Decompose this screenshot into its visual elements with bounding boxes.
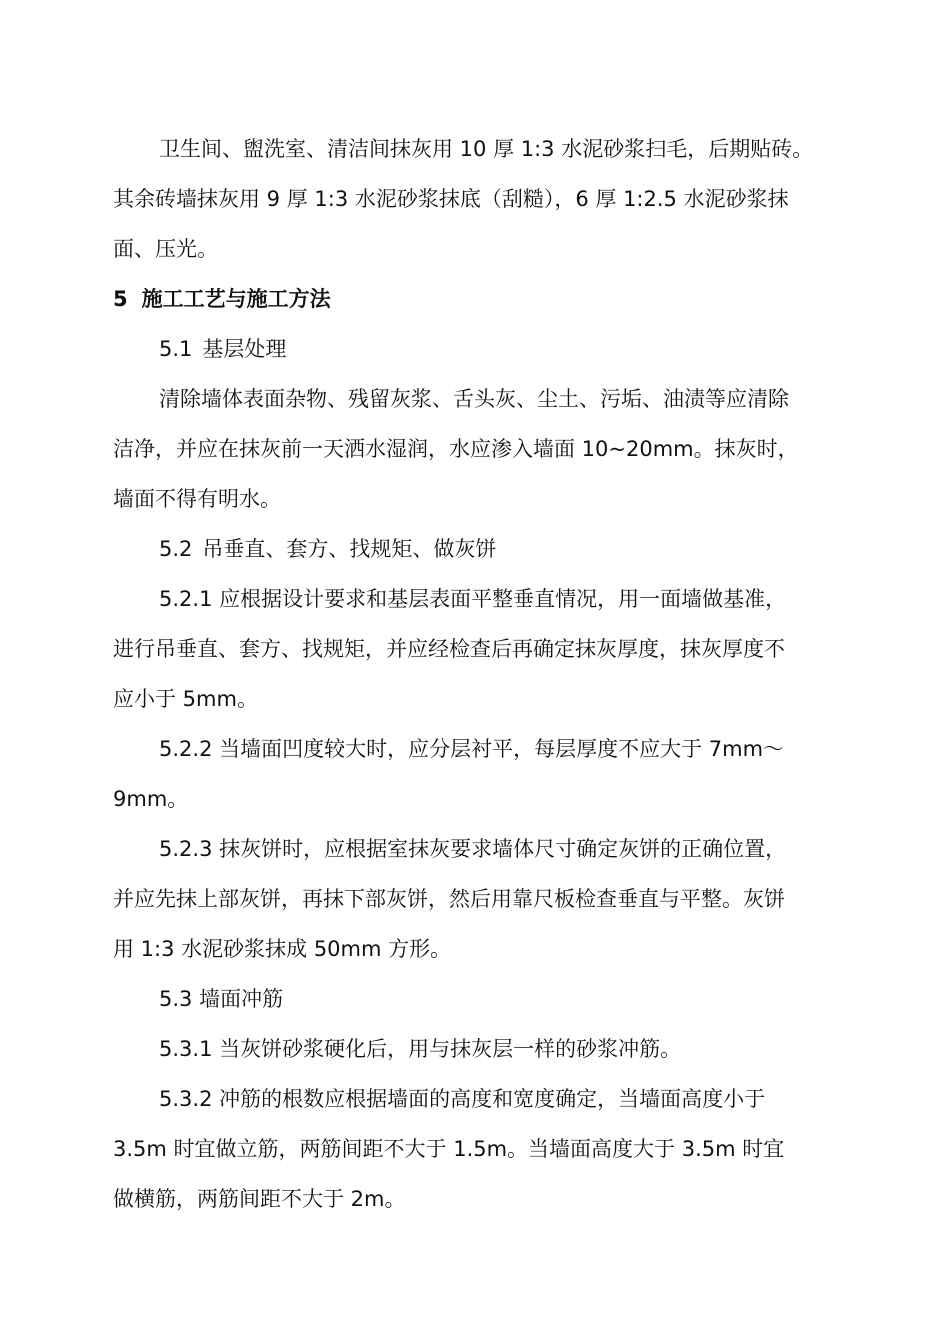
paragraph-line: 5.2.3 抹灰饼时，应根据室抹灰要求墙体尺寸确定灰饼的正确位置， <box>159 837 787 861</box>
subsection-heading-5-3: 5.3 墙面冲筋 <box>159 987 284 1011</box>
paragraph-line: 做横筋，两筋间距不大于 2m。 <box>113 1187 406 1211</box>
subsection-title: 吊垂直、套方、找规矩、做灰饼 <box>202 537 497 561</box>
paragraph-line: 卫生间、盥洗室、清洁间抹灰用 10 厚 1:3 水泥砂浆扫毛，后期贴砖。 <box>159 137 814 161</box>
document-page <box>113 124 843 1224</box>
paragraph-line: 5.3.2 冲筋的根数应根据墙面的高度和宽度确定，当墙面高度小于 <box>159 1087 766 1111</box>
section-number: 5 <box>113 287 128 311</box>
paragraph-line: 洁净，并应在抹灰前一天洒水湿润，水应渗入墙面 10~20mm。抹灰时， <box>113 437 799 461</box>
paragraph-line: 5.3.1 当灰饼砂浆硬化后，用与抹灰层一样的砂浆冲筋。 <box>159 1037 682 1061</box>
subsection-heading-5-1 <box>113 324 843 374</box>
paragraph-line: 并应先抹上部灰饼，再抹下部灰饼，然后用靠尺板检查垂直与平整。灰饼 <box>113 887 785 911</box>
paragraph-line: 应小于 5mm。 <box>113 687 258 711</box>
subsection-title: 基层处理 <box>202 337 287 361</box>
paragraph-line: 5.2.2 当墙面凹度较大时，应分层衬平，每层厚度不应大于 7mm～ <box>159 737 785 761</box>
paragraph-line: 5.2.1 应根据设计要求和基层表面平整垂直情况，用一面墙做基准， <box>159 587 787 611</box>
subsection-number: 5.2 <box>159 537 193 561</box>
paragraph-line: 墙面不得有明水。 <box>113 487 281 511</box>
paragraph-line: 面、压光。 <box>113 237 218 261</box>
section-heading-5 <box>113 274 843 324</box>
paragraph-line: 清除墙体表面杂物、残留灰浆、舌头灰、尘土、污垢、油渍等应清除 <box>159 387 789 411</box>
paragraph-line: 用 1:3 水泥砂浆抹成 50mm 方形。 <box>113 937 452 961</box>
subsection-number: 5.1 <box>159 337 193 361</box>
section-title: 施工工艺与施工方法 <box>141 287 331 311</box>
paragraph-line: 其余砖墙抹灰用 9 厚 1:3 水泥砂浆抹底（刮糙），6 厚 1:2.5 水泥砂浆抹 <box>113 187 789 211</box>
paragraph-line: 3.5m 时宜做立筋，两筋间距不大于 1.5m。当墙面高度大于 3.5m 时宜 <box>113 1137 785 1161</box>
paragraph-line: 进行吊垂直、套方、找规矩，并应经检查后再确定抹灰厚度，抹灰厚度不 <box>113 637 785 661</box>
subsection-heading-5-2 <box>113 524 843 574</box>
paragraph-line: 9mm。 <box>113 787 189 811</box>
